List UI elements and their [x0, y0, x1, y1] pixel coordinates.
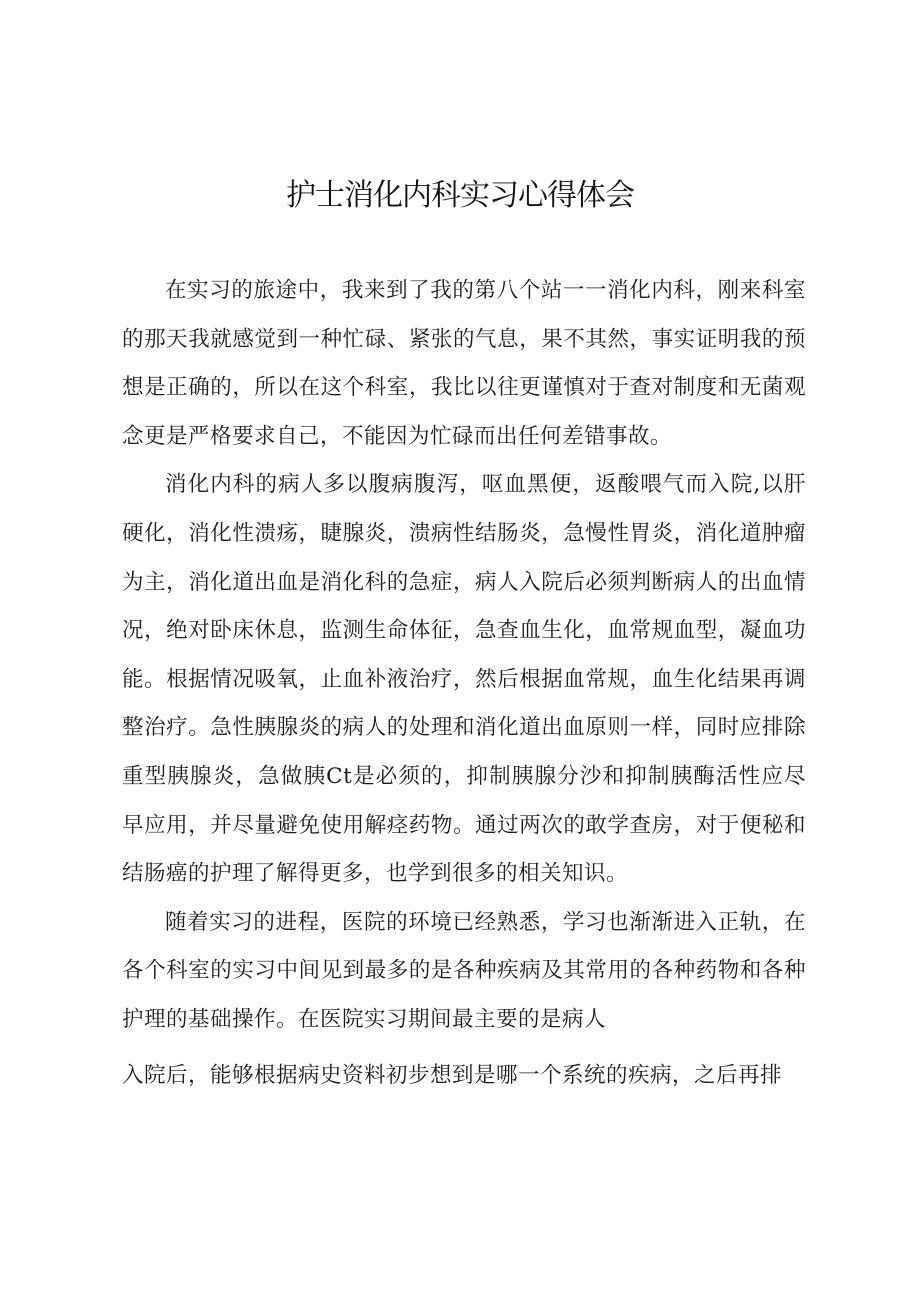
paragraph-1: 在实习的旅途中，我来到了我的第八个站一一消化内科，刚来科室的那天我就感觉到一种忙碌、紧张的气息，果不其然，事实证明我的预想是正确的，所以在这个科室，我比以往更谨慎对于查对制度和无菌观念更是严格要求自己，不能因为忙碌而出任何差错事故。: [122, 278, 806, 449]
paragraph-2: 消化内科的病人多以腹病腹泻，呕血黑便，返酸喂气而入院,以肝硬化，消化性溃疡，睫腺炎，溃病性结肠炎，急慢性胃炎，消化道肿瘤为主，消化道出血是消化科的急症，病人入院后必须判断病人的出血情况，绝对卧床休息，监测生命体征，急查血生化，血常规血型，凝血功能。根据情况吸氧，止血补液治疗，然后根据血常规，血生化结果再调整治疗。急性胰腺炎的病人的处理和消化道出血原则一样，同时应排除重型胰腺炎，急做胰Ct是必须的，抑制胰腺分沙和抑制胰酶活性应尽早应用，并尽量避免使用解痉药物。通过两次的敢学查房，对于便秘和结肠癌的护理了解得更多，也学到很多的相关知识。: [122, 472, 806, 887]
document-body: [122, 267, 806, 1045]
paragraph-3: 随着实习的进程，医院的环境已经熟悉，学习也渐渐进入正轨，在各个科室的实习中间见到最多的是各种疾病及其常用的各种药物和各种护理的基础操作。在医院实习期间最主要的是病人: [122, 909, 806, 1032]
continued-line: 入院后，能够根据病史资料初步想到是哪一个系统的疾病，之后再排: [122, 1063, 783, 1088]
document-title: 护士消化内科实习心得体会: [286, 178, 634, 213]
